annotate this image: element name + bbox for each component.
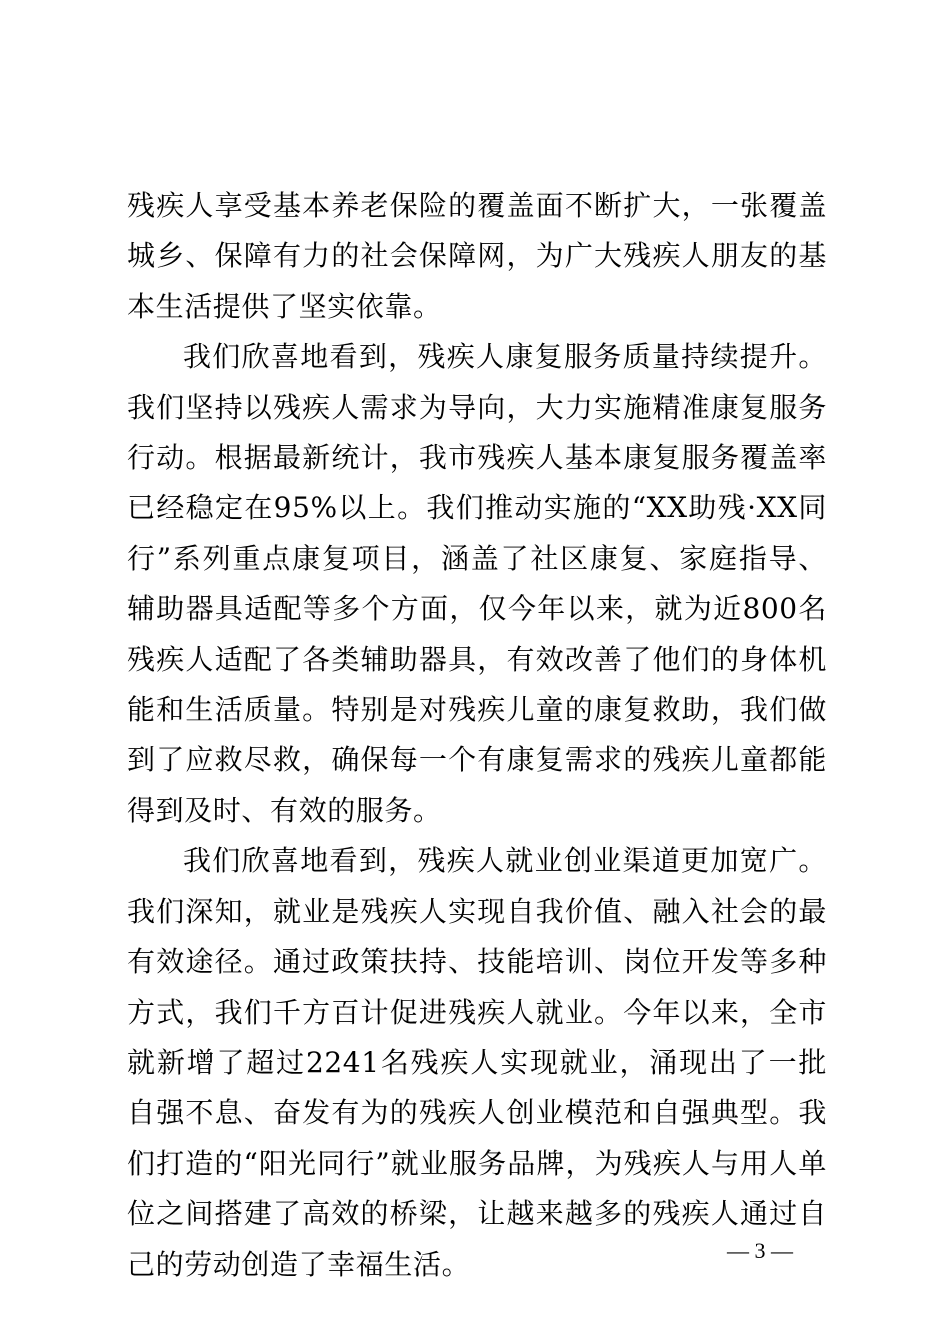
document-body bbox=[127, 181, 827, 1290]
paragraph-social-security: 残疾人享受基本养老保险的覆盖面不断扩大，一张覆盖城乡、保障有力的社会保障网，为广大残疾人朋友的基本生活提供了坚实依靠。 bbox=[127, 189, 827, 323]
paragraph-rehabilitation: 我们欣喜地看到，残疾人康复服务质量持续提升。我们坚持以残疾人需求为导向，大力实施精准康复服务行动。根据最新统计，我市残疾人基本康复服务覆盖率已经稳定在95%以上。我们推动实施的“XX助残·XX同行”系列重点康复项目，涵盖了社区康复、家庭指导、辅助器具适配等多个方面，仅今年以来，就为近800名残疾人适配了各类辅助器具，有效改善了他们的身体机能和生活质量。特别是对残疾儿童的康复救助，我们做到了应救尽救，确保每一个有康复需求的残疾儿童都能得到及时、有效的服务。 bbox=[127, 340, 827, 827]
paragraph-employment: 我们欣喜地看到，残疾人就业创业渠道更加宽广。我们深知，就业是残疾人实现自我价值、融入社会的最有效途径。通过政策扶持、技能培训、岗位开发等多种方式，我们千方百计促进残疾人就业。今年以来，全市就新增了超过2241名残疾人实现就业，涌现出了一批自强不息、奋发有为的残疾人创业模范和自强典型。我们打造的“阳光同行”就业服务品牌，为残疾人与用人单位之间搭建了高效的桥梁，让越来越多的残疾人通过自己的劳动创造了幸福生活。 bbox=[127, 844, 827, 1281]
page-number: — 3 — bbox=[727, 1238, 793, 1263]
